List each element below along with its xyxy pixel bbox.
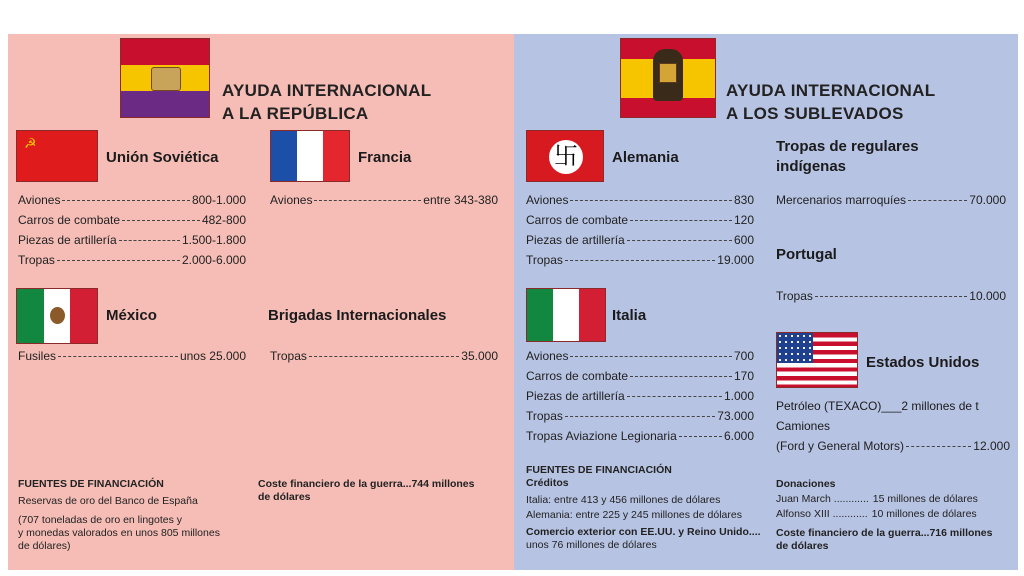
republic-funding: FUENTES DE FINANCIACIÓN Reservas de oro del Banco de España (707 toneladas de oro en lingotes y y monedas valorados en unos 805 millones de dólares)	[18, 478, 220, 552]
usa-camiones: Camiones	[776, 419, 831, 433]
table-row: Tropas 73.000	[526, 409, 754, 423]
nationalist-spain-flag-icon	[620, 38, 716, 118]
soviet-union-flag-icon: ☭	[16, 130, 98, 182]
usa-name: Estados Unidos	[866, 354, 980, 371]
table-row: Fusiles unos 25.000	[18, 349, 246, 363]
nationalist-title-line2: A LOS SUBLEVADOS	[726, 104, 904, 123]
table-row: Tropas 2.000-6.000	[18, 253, 246, 267]
table-row: Tropas 19.000	[526, 253, 754, 267]
republic-panel	[8, 34, 514, 570]
table-row: (Ford y General Motors) 12.000	[776, 439, 1010, 453]
nationalist-donations: Donaciones Juan March ............ 15 millones de dólares Alfonso XIII ............ 10 millones de dólares Coste financiero de la guerra...716 millones de dólares	[776, 478, 1016, 553]
regulares-name-line1: Tropas de regulares	[776, 138, 919, 155]
table-row: Mercenarios marroquíes 70.000	[776, 193, 1006, 207]
portugal-name: Portugal	[776, 246, 837, 263]
france-flag-icon	[270, 130, 350, 182]
usa-table	[776, 396, 1010, 456]
italy-flag-icon	[526, 288, 606, 342]
table-row: Piezas de artillería 600	[526, 233, 754, 247]
table-row: Carros de combate 170	[526, 369, 754, 383]
regulares-name-line2: indígenas	[776, 158, 847, 175]
germany-name: Alemania	[612, 149, 679, 166]
italy-table	[526, 346, 754, 446]
germany-table	[526, 190, 754, 270]
table-row: Aviones 700	[526, 349, 754, 363]
nationalist-funding: FUENTES DE FINANCIACIÓN Créditos Italia: entre 413 y 456 millones de dólares Alemania: entre 225 y 245 millones de dólares Comercio exterior con EE.UU. y Reino Unido.... unos 76 millones de dólares	[526, 464, 761, 551]
table-row: Aviones 830	[526, 193, 754, 207]
mexico-name: México	[106, 307, 157, 324]
mexico-table	[18, 346, 246, 366]
brigadas-table	[270, 346, 498, 366]
table-row: Tropas 10.000	[776, 289, 1006, 303]
ussr-name: Unión Soviética	[106, 149, 219, 166]
france-table	[270, 190, 498, 210]
republic-war-cost: Coste financiero de la guerra...744 millones de dólares	[258, 478, 475, 503]
republic-title-line2: A LA REPÚBLICA	[222, 104, 369, 123]
table-row: Carros de combate 482-800	[18, 213, 246, 227]
usa-flag-icon	[776, 332, 858, 388]
table-row: Tropas 35.000	[270, 349, 498, 363]
nationalist-panel	[514, 34, 1018, 570]
italy-name: Italia	[612, 307, 647, 324]
nazi-germany-flag-icon: 卐	[526, 130, 604, 182]
mexico-flag-icon	[16, 288, 98, 344]
usa-petroleo: Petróleo (TEXACO)___2 millones de t	[776, 399, 979, 413]
donation-row: Juan March ............ 15 millones de dólares	[776, 493, 978, 505]
table-row: Tropas Aviazione Legionaria 6.000	[526, 429, 754, 443]
donation-row: Alfonso XIII ............ 10 millones de dólares	[776, 508, 977, 520]
republic-title-line1: AYUDA INTERNACIONAL	[222, 81, 432, 100]
table-row: Aviones entre 343-380	[270, 193, 498, 207]
table-row: Piezas de artillería 1.500-1.800	[18, 233, 246, 247]
brigadas-name: Brigadas Internacionales	[268, 307, 447, 324]
ussr-table	[18, 190, 246, 270]
table-row: Carros de combate 120	[526, 213, 754, 227]
spanish-republic-flag-icon	[120, 38, 210, 118]
portugal-table	[776, 286, 1006, 306]
table-row: Piezas de artillería 1.000	[526, 389, 754, 403]
france-name: Francia	[358, 149, 412, 166]
nationalist-title-line1: AYUDA INTERNACIONAL	[726, 81, 936, 100]
regulares-table	[776, 190, 1006, 210]
table-row: Aviones 800-1.000	[18, 193, 246, 207]
